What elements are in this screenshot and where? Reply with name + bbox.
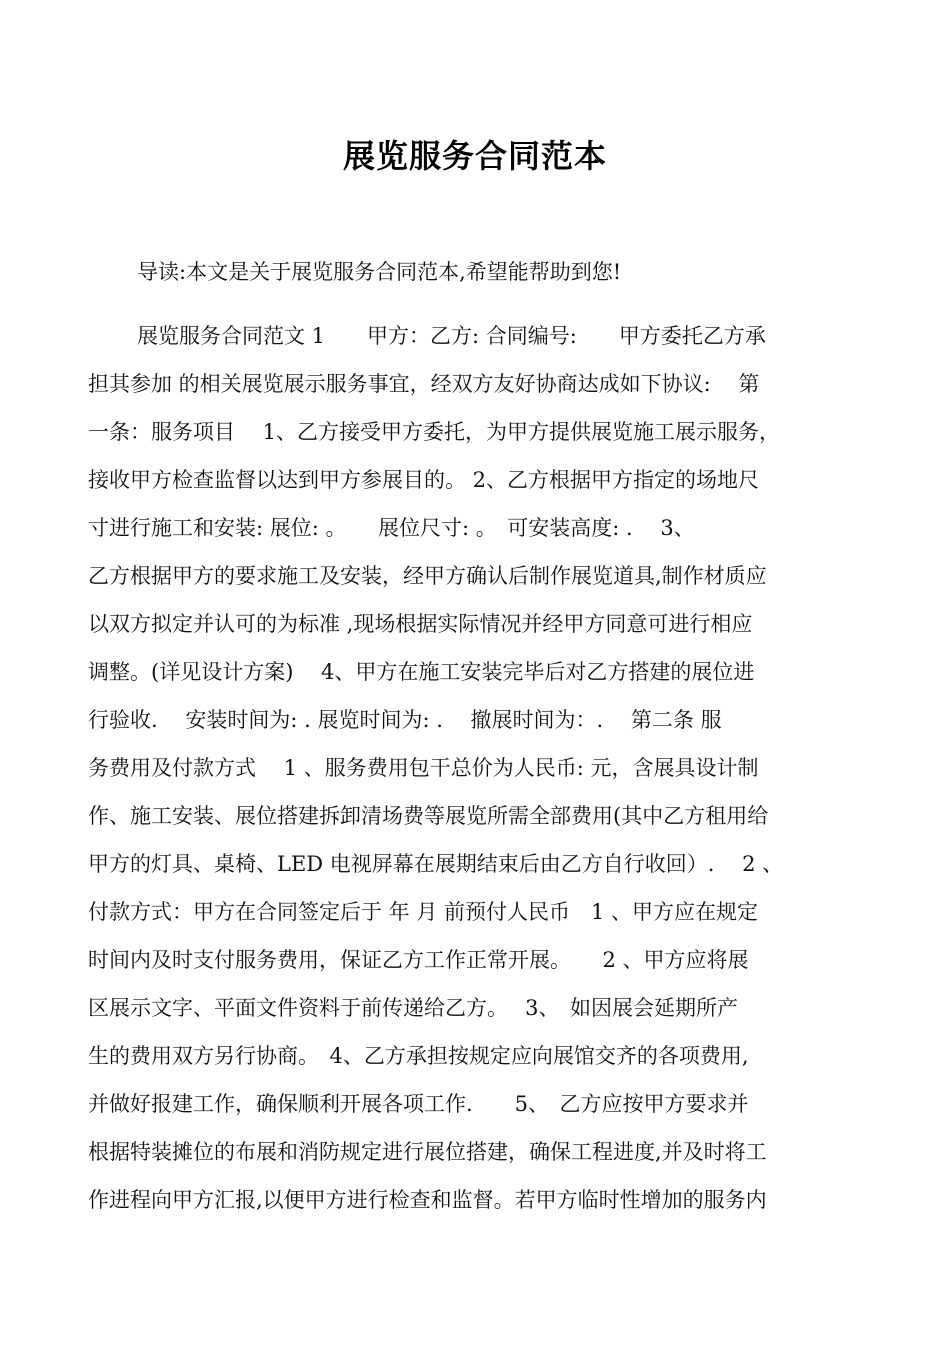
body-line: 担其参加 的相关展览展示服务事宜，经双方友好协商达成如下协议: 第 — [88, 372, 760, 396]
intro-paragraph: 导读:本文是关于展览服务合同范本,希望能帮助到您! — [137, 260, 622, 284]
contract-body — [88, 316, 868, 1228]
body-line: 生的费用双方另行协商。 4、乙方承担按规定应向展馆交齐的各项费用, — [88, 1044, 749, 1068]
body-line: 展览服务合同范文 1 甲方：乙方: 合同编号: 甲方委托乙方承 — [137, 324, 766, 348]
body-line: 调整。(详见设计方案) 4、甲方在施工安装完毕后对乙方搭建的展位进 — [88, 660, 755, 684]
document-title: 展览服务合同范本 — [342, 137, 607, 175]
body-line: 时间内及时支付服务费用，保证乙方工作正常开展。 2 、甲方应将展 — [88, 948, 749, 972]
body-line: 乙方根据甲方的要求施工及安装，经甲方确认后制作展览道具,制作材质应 — [88, 564, 767, 588]
body-line: 接收甲方检查监督以达到甲方参展目的。 2、乙方根据甲方指定的场地尺 — [88, 468, 760, 492]
body-line: 寸进行施工和安装: 展位: 。 展位尺寸: 。 可安装高度: . 3、 — [88, 516, 695, 540]
body-line: 以双方拟定并认可的为标准 ,现场根据实际情况并经甲方同意可进行相应 — [88, 612, 753, 636]
body-line: 甲方的灯具、桌椅、LED 电视屏幕在展期结束后由乙方自行收回）. 2 、 — [88, 852, 784, 876]
body-line: 行验收. 安装时间为: . 展览时间为: . 撤展时间为：. 第二条 服 — [88, 708, 722, 732]
body-line: 作、施工安装、展位搭建拆卸清场费等展览所需全部费用(其中乙方租用给 — [88, 804, 769, 828]
body-line: 区展示文字、平面文件资料于前传递给乙方。 3、 如因展会延期所产 — [88, 996, 739, 1020]
body-line: 根据特装摊位的布展和消防规定进行展位搭建，确保工程进度,并及时将工 — [88, 1140, 767, 1164]
body-line: 付款方式：甲方在合同签定后于 年 月 前预付人民币 1 、甲方应在规定 — [88, 900, 759, 924]
body-line: 一条：服务项目 1、乙方接受甲方委托，为甲方提供展览施工展示服务， — [88, 420, 781, 444]
body-line: 并做好报建工作，确保顺利开展各项工作. 5、 乙方应按甲方要求并 — [88, 1092, 749, 1116]
body-line: 务费用及付款方式 1 、服务费用包干总价为人民币: 元，含展具设计制 — [88, 756, 759, 780]
body-line: 作进程向甲方汇报,以便甲方进行检查和监督。若甲方临时性增加的服务内 — [88, 1188, 767, 1212]
